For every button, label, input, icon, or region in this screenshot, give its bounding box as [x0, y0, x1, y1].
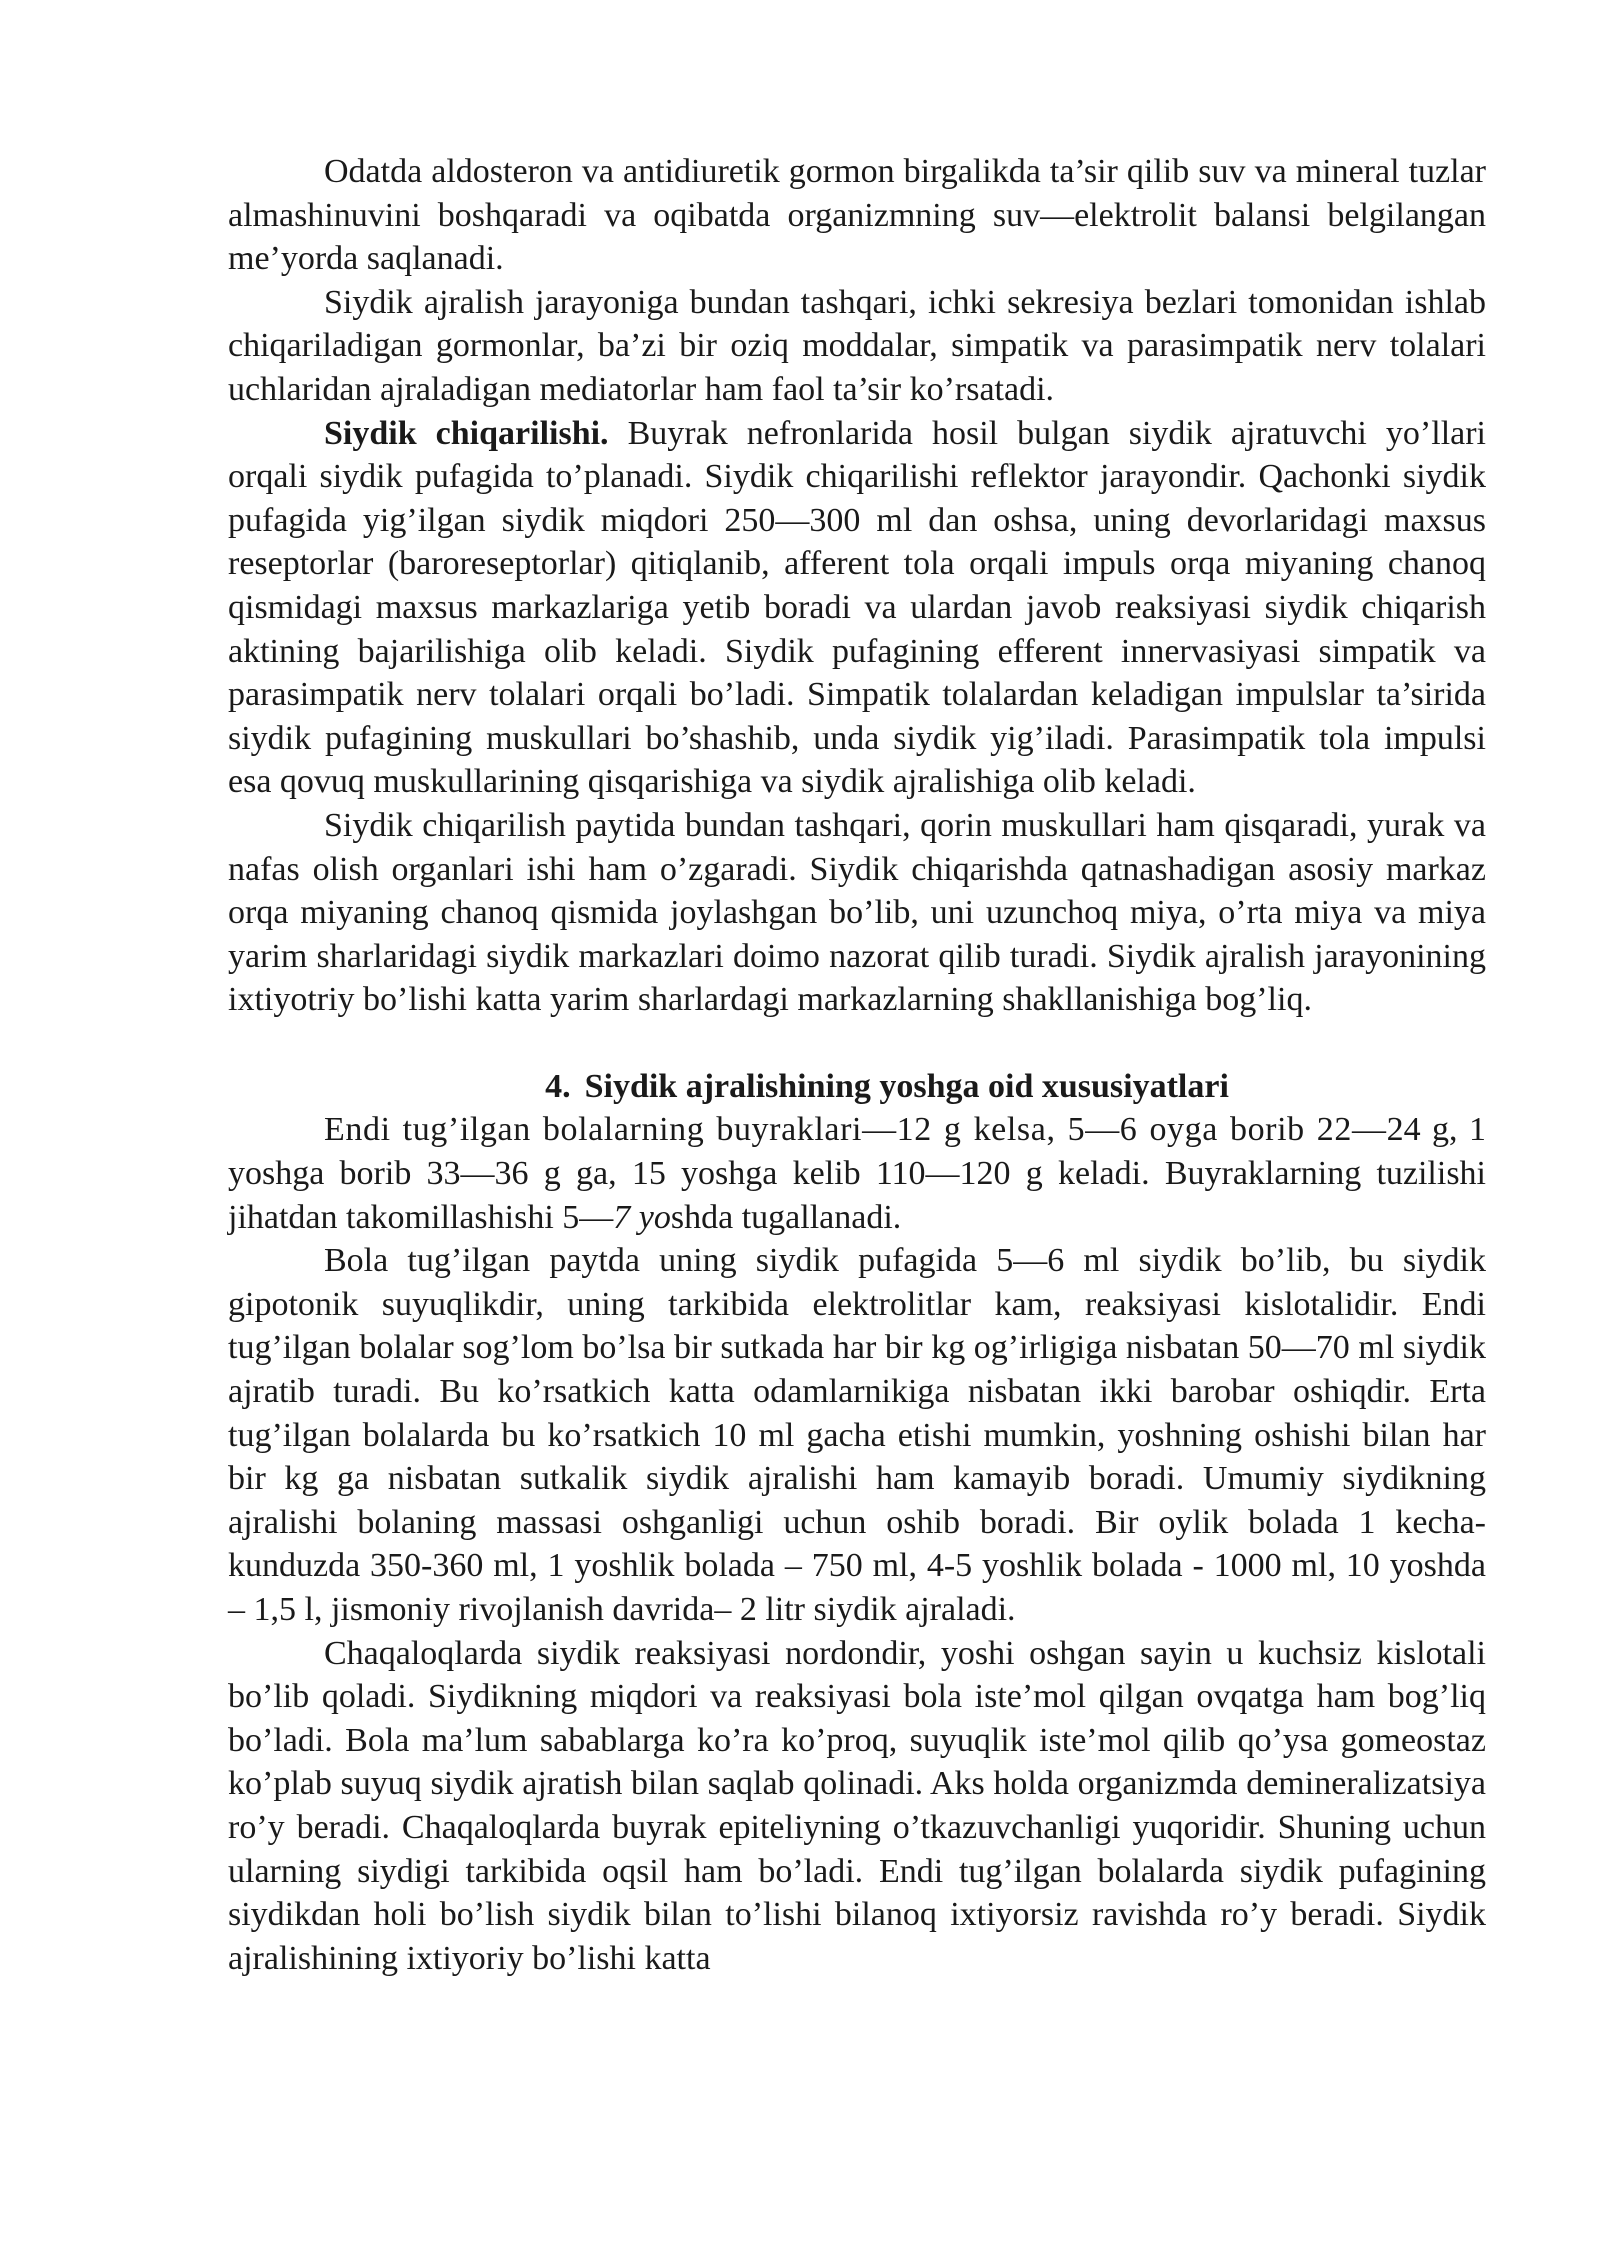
kidney-growth-text: 24 g, 1 yoshga borib 33—36 g ga, 15 yoshga kelib 110—120 g keladi. Buyraklarning tuzilishi jihatdan takomillashishi 5— [228, 1111, 1487, 1236]
kidney-growth-first-line: Endi tug’ilgan bolalarning buyraklari—12 g kelsa, 5—6 oyga borib 22— [324, 1111, 1387, 1149]
paragraph-urine-reaction: Chaqaloqlarda siydik reaksiyasi nordondir, yoshi oshgan sayin u kuchsiz kislotali bo’lib qoladi. Siydikning miqdori va reaksiyasi bola iste’mol qilgan ovqatga ham bog’liq bo’ladi. Bola ma’lum sabablarga ko’ra ko’proq, suyuqlik iste’mol qilib qo’ysa gomeostaz ko’plab suyuq siydik ajratish bilan saqlab qolinadi. Aks holda organizmda demineralizatsiya ro’y beradi. Chaqaloqlarda buyrak epiteliyning o’tkazuvchanligi yuqoridir. Shuning uchun ularning siydigi tarkibida oqsil ham bo’ladi. Endi tug’ilgan bolalarda siydik pufagining siydikdan holi bo’lish siydik bilan to’lishi bilanoq ixtiyorsiz ravishda ro’y beradi. Siydik ajralishining ixtiyoriy bo’lishi katta [228, 1634, 1486, 1977]
paragraph-urination [228, 412, 1486, 804]
kidney-growth-end: shda tugallanadi. [670, 1198, 902, 1236]
section-title: Siydik ajralishining yoshga oid xususiyatlari [584, 1067, 1229, 1105]
document-page [228, 150, 1486, 1980]
section-number: 4. [545, 1067, 571, 1105]
paragraph-newborn-urine: Bola tug’ilgan paytda uning siydik pufagida 5—6 ml siydik bo’lib, bu siydik gipotonik suyuqlikdir, uning tarkibida elektrolitlar kam, reaksiyasi kislotalidir. Endi tug’ilgan bolalar sog’lom bo’lsa bir sutkada har bir kg og’irligiga nisbatan 50—70 ml siydik ajratib turadi. Bu ko’rsatkich katta odamlarnikiga nisbatan ikki barobar oshiqdir. Erta tug’ilgan bolalarda bu ko’rsatkich 10 ml gacha etishi mumkin, yoshning oshishi bilan har bir kg ga nisbatan sutkalik siydik ajralishi ham kamayib boradi. Umumiy siydikning ajralishi bolaning massasi oshganligi uchun oshib boradi. Bir oylik bolada 1 kecha-kunduzda 350-360 ml, 1 yoshlik bolada – 750 ml, 4-5 yoshlik bolada - 1000 ml, 10 yoshda – 1,5 l, jismoniy rivojlanish davrida– 2 litr siydik ajraladi. [228, 1242, 1486, 1628]
section-heading [228, 1065, 1486, 1109]
kidney-growth-italic: 7 yo [613, 1198, 671, 1236]
urination-text: Buyrak nefronlarida hosil bulgan siydik ajratuvchi yo’llari orqali siydik pufagida to’planadi. Siydik chiqarilishi reflektor jarayondir. Qachonki siydik pufagida yig’ilgan siydik miqdori 250—300 ml dan oshsa, uning devorlaridagi maxsus reseptorlar (baroreseptorlar) qitiqlanib, afferent tola orqali impuls orqa miyaning chanoq qismidagi maxsus markazlariga yetib boradi va ulardan javob reaksiyasi siydik chiqarish aktining bajarilishiga olib keladi. Siydik pufagining efferent innervasiyasi simpatik va parasimpatik nerv tolalari orqali bo’ladi. Simpatik tolalardan keladigan impulslar ta’sirida siydik pufagining muskullari bo’shashib, unda siydik yig’iladi. Parasimpatik tola impulsi esa qovuq muskullarining qisqarishiga va siydik ajralishiga olib keladi. [228, 414, 1487, 801]
paragraph-hormone-balance: Odatda aldosteron va antidiuretik gormon birgalikda ta’sir qilib suv va mineral tuzlar almashinuvini boshqaradi va oqibatda organizmning suv—elektrolit balansi belgilangan me’yorda saqlanadi. [228, 153, 1486, 278]
paragraph-secretion-factors: Siydik ajralish jarayoniga bundan tashqari, ichki sekresiya bezlari tomonidan ishlab chiqariladigan gormonlar, ba’zi bir oziq moddalar, simpatik va parasimpatik nerv tolalari uchlaridan ajraladigan mediatorlar ham faol ta’sir ko’rsatadi. [228, 283, 1486, 408]
paragraph-kidney-growth [228, 1108, 1486, 1239]
paragraph-urination-centers: Siydik chiqarilish paytida bundan tashqari, qorin muskullari ham qisqaradi, yurak va nafas olish organlari ishi ham o’zgaradi. Siydik chiqarishda qatnashadigan asosiy markaz orqa miyaning chanoq qismida joylashgan bo’lib, uni uzunchoq miya, o’rta miya va miya yarim sharlaridagi siydik markazlari doimo nazorat qilib turadi. Siydik ajralish jarayonining ixtiyotriy bo’lishi katta yarim sharlardagi markazlarning shakllanishiga bog’liq. [228, 806, 1486, 1019]
urination-term: Siydik chiqarilishi. [324, 414, 609, 452]
